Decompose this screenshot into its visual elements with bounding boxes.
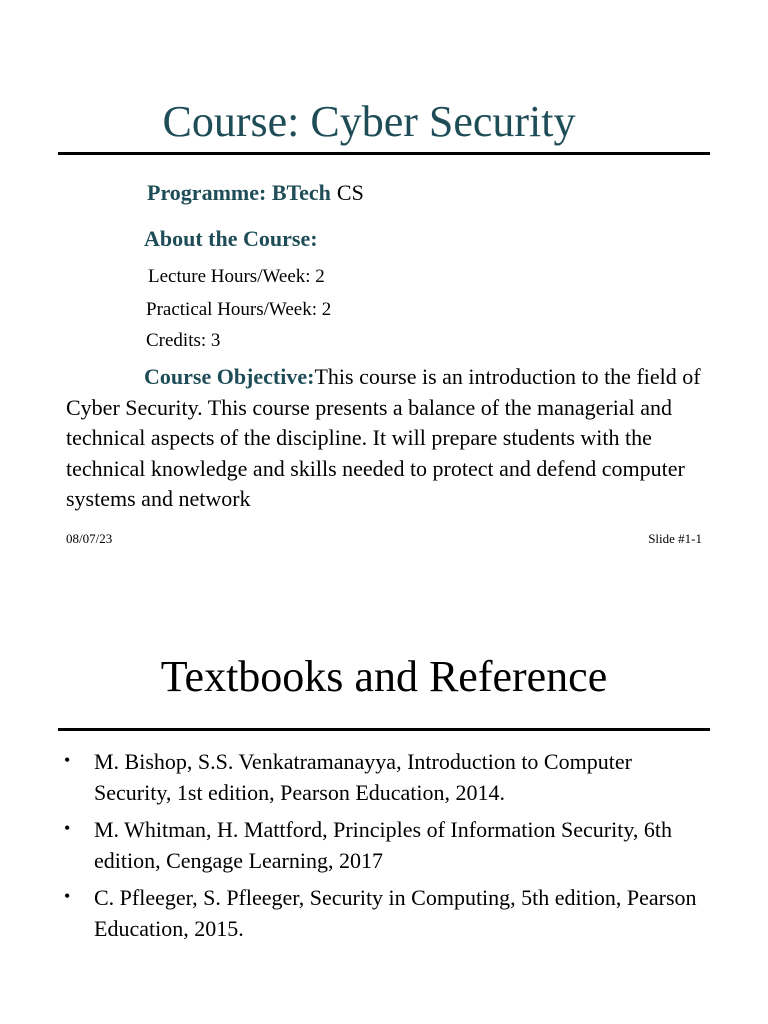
programme-label: Programme: BTech [147,180,331,205]
reference-text: C. Pfleeger, S. Pfleeger, Security in Computing, 5th edition, Pearson Education, 2015. [94,885,697,941]
reference-text: M. Whitman, H. Mattford, Principles of Information Security, 6th edition, Cengage Learning, 2017 [94,817,673,873]
footer-slide-number: Slide #1-1 [648,531,702,546]
title-underline [58,152,710,155]
title-underline-2 [58,728,710,731]
reference-list [0,747,768,951]
bullet-icon: • [64,750,71,770]
lecture-hours: Lecture Hours/Week: 2 [148,266,325,287]
slide-title-textbooks: Textbooks and Reference [160,652,608,701]
footer-date: 08/07/23 [66,531,113,546]
slide-title-course: Course: Cyber Security [162,97,576,146]
credits: Credits: 3 [146,330,221,351]
reference-text: M. Bishop, S.S. Venkatramanayya, Introduction to Computer Security, 1st edition, Pearson Education, 2014. [94,749,632,805]
programme-line [147,180,364,206]
objective-label: Course Objective: [144,364,315,389]
objective-text: This course is an introduction to the field of Cyber Security. This course presents a balance of the managerial and technical aspects of the discipline. It will prepare students with the technical knowledge and skills needed to protect and defend computer systems and network [66,364,701,511]
programme-value: CS [336,180,364,205]
practical-hours: Practical Hours/Week: 2 [146,299,332,320]
about-heading: About the Course: [144,226,318,251]
course-objective [66,362,716,515]
bullet-icon: • [64,886,71,906]
bullet-icon: • [64,818,71,838]
list-item [0,883,768,944]
list-item [0,747,768,808]
list-item [0,815,768,876]
